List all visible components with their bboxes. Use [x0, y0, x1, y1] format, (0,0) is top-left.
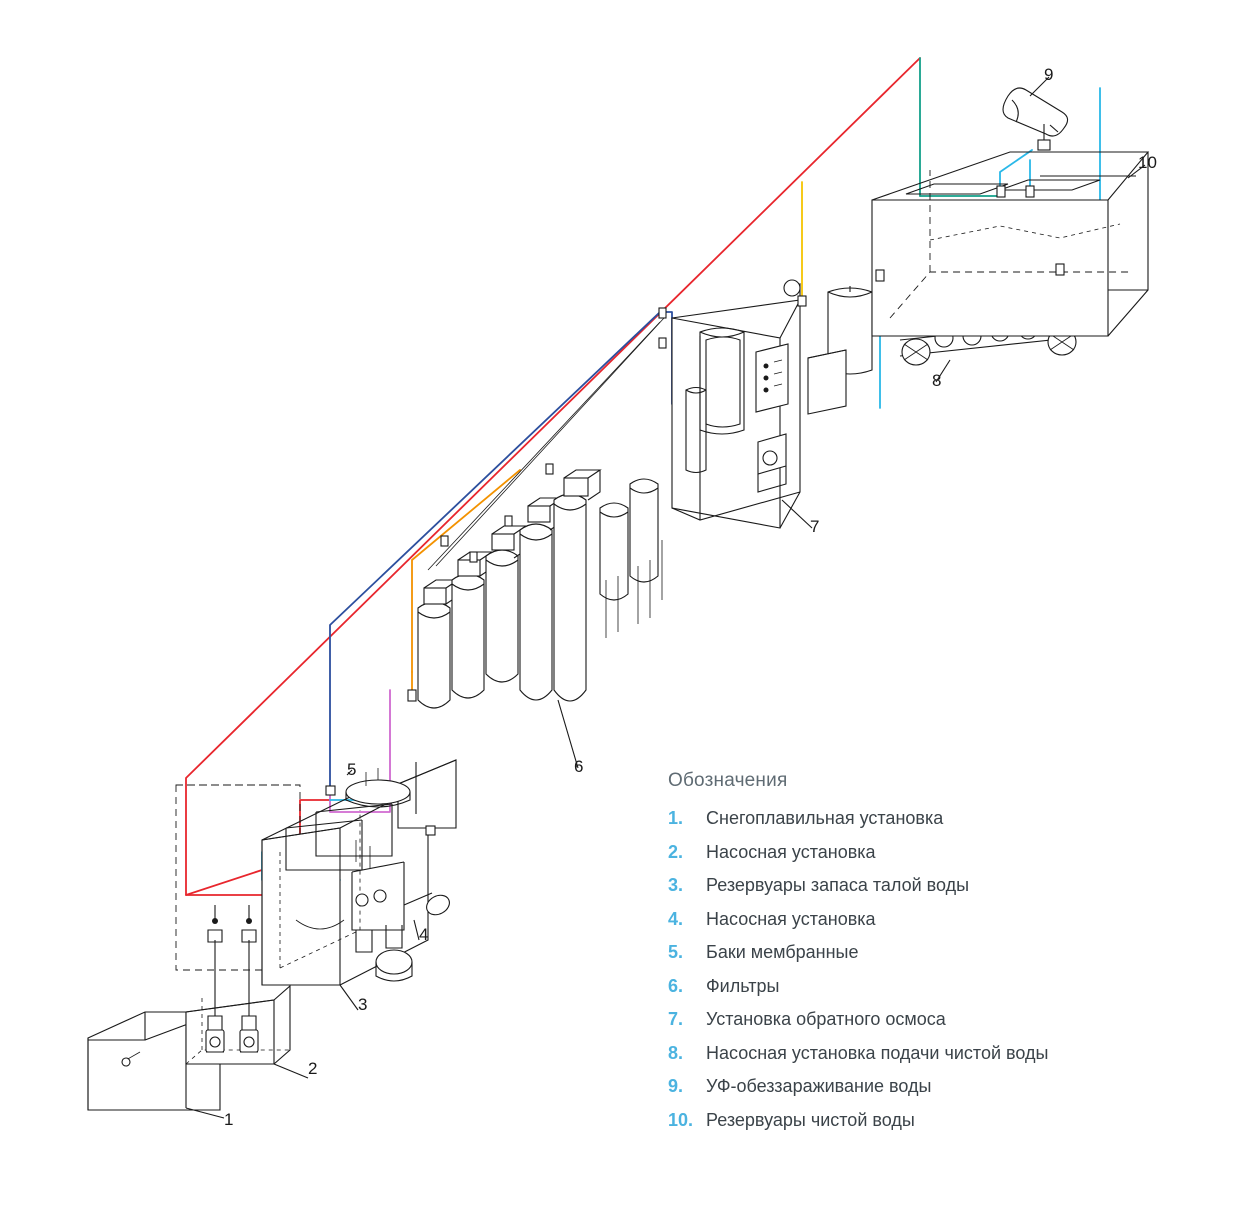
legend-label-2: Насосная установка	[706, 841, 876, 862]
legend-number-4: 4.	[668, 908, 684, 929]
legend-number-7: 7.	[668, 1009, 684, 1029]
filter-vessel-small-1	[600, 503, 628, 600]
callout-9: 9	[1044, 65, 1054, 84]
callout-7: 7	[810, 517, 820, 536]
legend-item-1	[668, 808, 1188, 829]
filter-vessel-small-2	[630, 479, 658, 582]
callout-4: 4	[419, 925, 429, 944]
legend-label-4: Насосная установка	[706, 908, 876, 929]
legend-item-8	[668, 1043, 1188, 1064]
legend-item-5	[668, 942, 1188, 963]
filter-5	[554, 470, 600, 701]
uv-disinfection-unit	[1003, 77, 1068, 150]
legend-list	[668, 808, 1188, 1131]
legend-number-8: 8.	[668, 1042, 684, 1063]
legend-item-6	[668, 976, 1188, 997]
callout-6: 6	[574, 757, 584, 776]
callout-1: 1	[224, 1110, 234, 1129]
callout-5: 5	[347, 760, 357, 779]
pump-station-2	[352, 840, 453, 981]
callout-3: 3	[358, 995, 368, 1014]
legend-item-4	[668, 909, 1188, 930]
legend-label-6: Фильтры	[706, 975, 780, 996]
legend-number-6: 6.	[668, 975, 684, 996]
legend-item-9	[668, 1076, 1188, 1097]
legend-number-9: 9.	[668, 1076, 684, 1096]
legend-title: Обозначения	[668, 770, 788, 791]
callout-10: 10	[1138, 153, 1157, 172]
legend-item-10	[668, 1110, 1188, 1131]
reverse-osmosis-unit	[672, 280, 872, 528]
legend-number-3: 3.	[668, 875, 684, 895]
callout-2: 2	[308, 1059, 318, 1078]
legend-label-5: Баки мембранные	[706, 942, 859, 962]
clean-water-tanks	[872, 152, 1148, 336]
legend-panel	[668, 770, 1188, 1143]
legend-label-7: Установка обратного осмоса	[706, 1009, 946, 1029]
filter-vessels	[418, 308, 666, 768]
legend-number-10: 10.	[668, 1109, 694, 1130]
legend-number-2: 2.	[668, 841, 684, 862]
legend-label-1: Снегоплавильная установка	[706, 808, 944, 828]
legend-item-3	[668, 875, 1188, 896]
legend-item-2	[668, 842, 1188, 863]
legend-number-5: 5.	[668, 942, 684, 962]
legend-label-9: УФ-обеззараживание воды	[706, 1076, 932, 1096]
legend-label-10: Резервуары чистой воды	[706, 1109, 915, 1130]
legend-label-3: Резервуары запаса талой воды	[706, 875, 970, 895]
legend-item-7	[668, 1009, 1188, 1030]
callout-8: 8	[932, 371, 942, 390]
legend-number-1: 1.	[668, 808, 684, 828]
legend-label-8: Насосная установка подачи чистой воды	[706, 1042, 1049, 1063]
